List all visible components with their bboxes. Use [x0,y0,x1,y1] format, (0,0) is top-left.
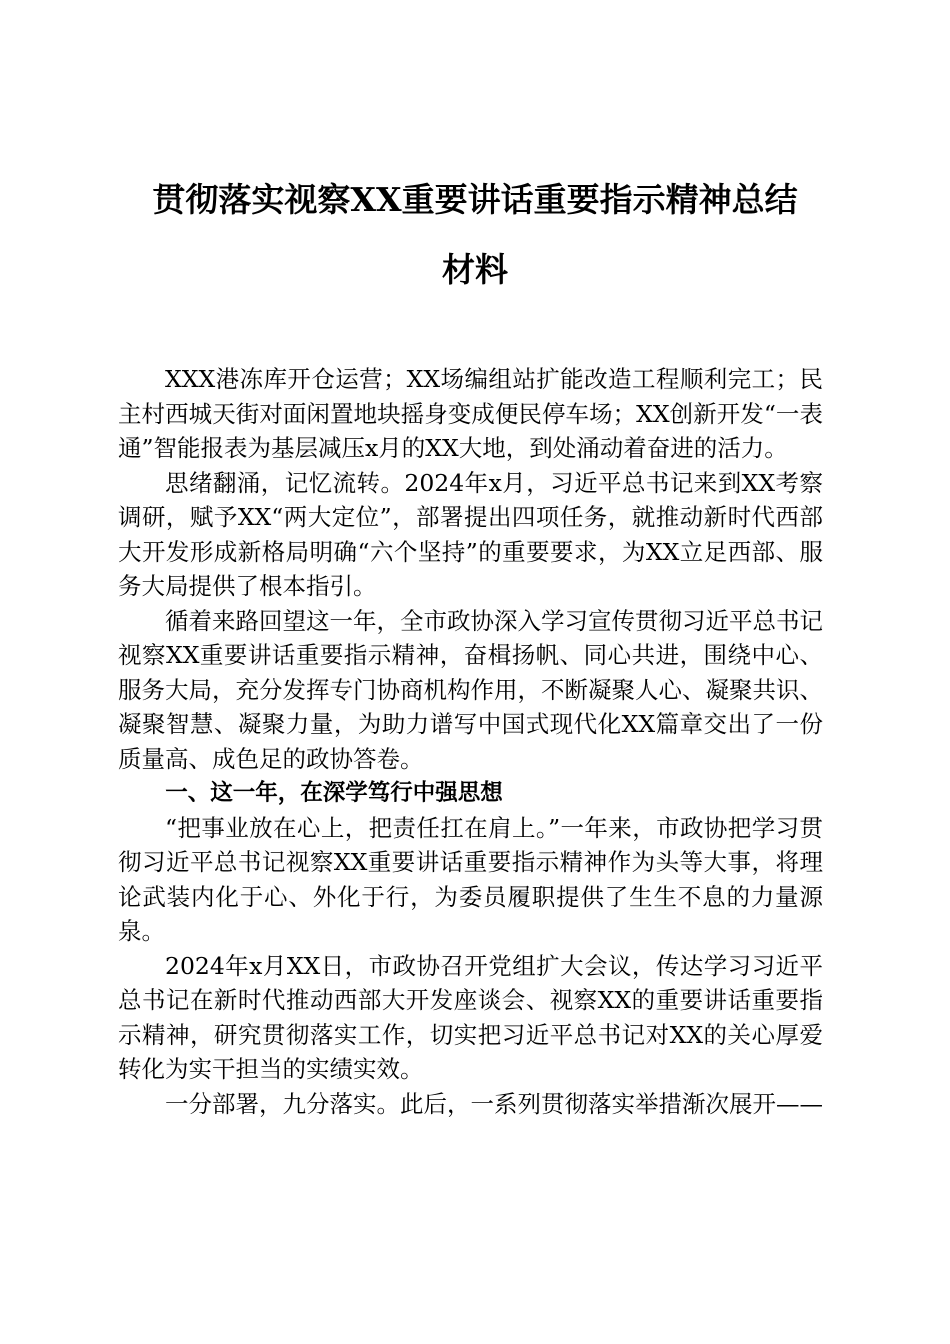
section-heading-1: 一、这一年，在深学笃行中强思想 [165,780,503,806]
document-title [100,165,850,305]
paragraph-section1-b: 2024年x月XX日，市政协召开党组扩大会议，传达学习习近平总书记在新时代推动西部大开发座谈会、视察XX的重要讲话重要指示精神，研究贯彻落实工作，切实把习近平总书记对XX的关心厚爱转化为实干担当的实绩实效。 [118,951,823,1083]
paragraph-review: 循着来路回望这一年，全市政协深入学习宣传贯彻习近平总书记视察XX重要讲话重要指示精神，奋楫扬帆、同心共进，围绕中心、服务大局，充分发挥专门协商机构作用，不断凝聚人心、凝聚共识、凝聚智慧、凝聚力量，为助力谱写中国式现代化XX篇章交出了一份质量高、成色足的政协答卷。 [118,606,823,773]
title-line-1: 贯彻落实视察XX重要讲话重要指示精神总结 [152,180,798,219]
title-line-2: 材料 [442,250,508,289]
paragraph-memory: 思绪翻涌，记忆流转。2024年x月，习近平总书记来到XX考察调研，赋予XX“两大定位”，部署提出四项任务，就推动新时代西部大开发形成新格局明确“六个坚持”的重要要求，为XX立足西部、服务大局提供了根本指引。 [118,468,823,600]
document-body [118,362,823,1121]
paragraph-intro: XXX港冻库开仓运营；XX场编组站扩能改造工程顺利完工；民主村西城天街对面闲置地块摇身变成便民停车场；XX创新开发“一表通”智能报表为基层减压x月的XX大地，到处涌动着奋进的活力。 [118,365,823,462]
paragraph-section1-c: 一分部署，九分落实。此后，一系列贯彻落实举措渐次展开—— [165,1089,823,1118]
paragraph-section1-a: “把事业放在心上，把责任扛在肩上。”一年来，市政协把学习贯彻习近平总书记视察XX重要讲话重要指示精神作为头等大事，将理论武装内化于心、外化于行，为委员履职提供了生生不息的力量源泉。 [118,813,823,945]
